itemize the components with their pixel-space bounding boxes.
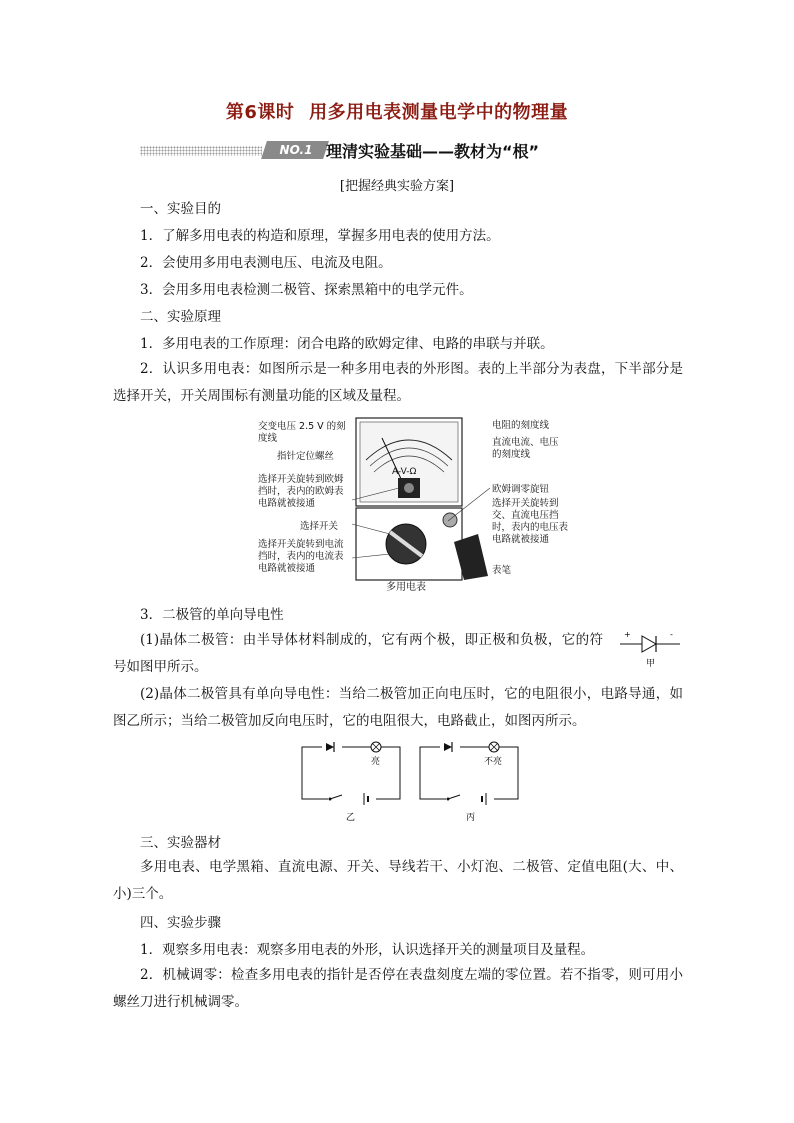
principle-item-1: 1．多用电表的工作原理：闭合电路的欧姆定律、电路的串联与并联。 <box>140 336 554 352</box>
heading-diode: 3．二极管的单向导电性 <box>140 607 284 623</box>
circuit-forward-caption: 乙 <box>346 813 356 823</box>
svg-text:不亮: 不亮 <box>484 757 503 767</box>
purpose-item-3: 3．会用多用电表检测二极管、探索黑箱中的电学元件。 <box>140 282 473 298</box>
label-current-mode: 选择开关旋转到电流挡时，表内的电流表电路就被接通 <box>258 539 344 574</box>
label-pointer-screw: 指针定位螺丝 <box>277 451 335 462</box>
section-banner <box>140 139 660 163</box>
label-test-leads: 表笔 <box>492 565 512 576</box>
circuit-forward <box>302 741 400 823</box>
label-voltage-mode: 选择开关旋转到交、直流电压挡时，表内的电压表电路就被接通 <box>492 498 569 545</box>
caption-multimeter: 多用电表 <box>386 582 426 593</box>
diode-item-1: (1)晶体二极管：由半导体材料制成的，它有两个极，即正极和负极，它的符号如图甲所示。 <box>113 632 603 675</box>
label-resistance-scale: 电阻的刻度线 <box>492 420 550 431</box>
svg-text:亮: 亮 <box>371 757 381 767</box>
svg-text:+: + <box>624 630 631 639</box>
label-ohm-mode: 选择开关旋转到欧姆挡时，表内的欧姆表电路就被接通 <box>258 474 344 509</box>
purpose-item-2: 2．会使用多用电表测电压、电流及电阻。 <box>140 255 392 271</box>
subsection-title: [把握经典实验方案] <box>339 179 455 194</box>
lesson-title: 用多用电表测量电学中的物理量 <box>309 102 569 123</box>
purpose-item-1: 1．了解多用电表的构造和原理，掌握多用电表的使用方法。 <box>140 228 500 244</box>
page-title <box>0 98 794 124</box>
label-ac-scale: 交变电压 2.5 V 的刻度线 <box>258 421 346 444</box>
label-selector-switch: 选择开关 <box>300 521 339 532</box>
heading-purpose: 一、实验目的 <box>140 201 221 217</box>
diode-item-2: (2)晶体二极管具有单向导电性：当给二极管加正向电压时，它的电阻很小，电路导通，如图乙所示；当给二极管加反向电压时，它的电阻很大，电路截止，如图丙所示。 <box>113 686 683 729</box>
step-1: 1．观察多用电表：观察多用电表的外形，认识选择开关的测量项目及量程。 <box>140 942 595 958</box>
multimeter-drawing <box>350 416 492 584</box>
banner-dots <box>140 146 262 156</box>
equipment-list: 多用电表、电学黑箱、直流电源、开关、导线若干、小灯泡、二极管、定值电阻(大、中、小)三个。 <box>113 859 683 902</box>
svg-text:-: - <box>670 630 673 639</box>
diode-circuits <box>298 738 523 823</box>
circuit-reverse-caption: 丙 <box>466 813 476 823</box>
principle-item-2: 2．认识多用电表：如图所示是一种多用电表的外形图。表的上半部分为表盘，下半部分是选择开关，开关周围标有测量功能的区域及量程。 <box>113 361 683 404</box>
heading-steps: 四、实验步骤 <box>140 915 221 931</box>
label-dc-scale: 直流电流、电压的刻度线 <box>492 437 559 460</box>
circuit-reverse <box>420 741 518 823</box>
heading-principle: 二、实验原理 <box>140 309 221 325</box>
lesson-number: 第6课时 <box>225 102 295 123</box>
banner-title: 理清实验基础——教材为“根” <box>326 142 540 161</box>
banner-badge-text: NO.1 <box>279 143 313 157</box>
diode-symbol <box>618 628 684 668</box>
dial-symbol: A-V-Ω <box>392 467 417 477</box>
step-2: 2．机械调零：检查多用电表的指针是否停在表盘刻度左端的零位置。若不指零，则可用小螺丝刀进行机械调零。 <box>113 967 683 1010</box>
label-ohm-zero-knob: 欧姆调零旋钮 <box>492 484 550 495</box>
heading-equipment: 三、实验器材 <box>140 835 221 851</box>
diode-caption: 甲 <box>646 659 656 668</box>
